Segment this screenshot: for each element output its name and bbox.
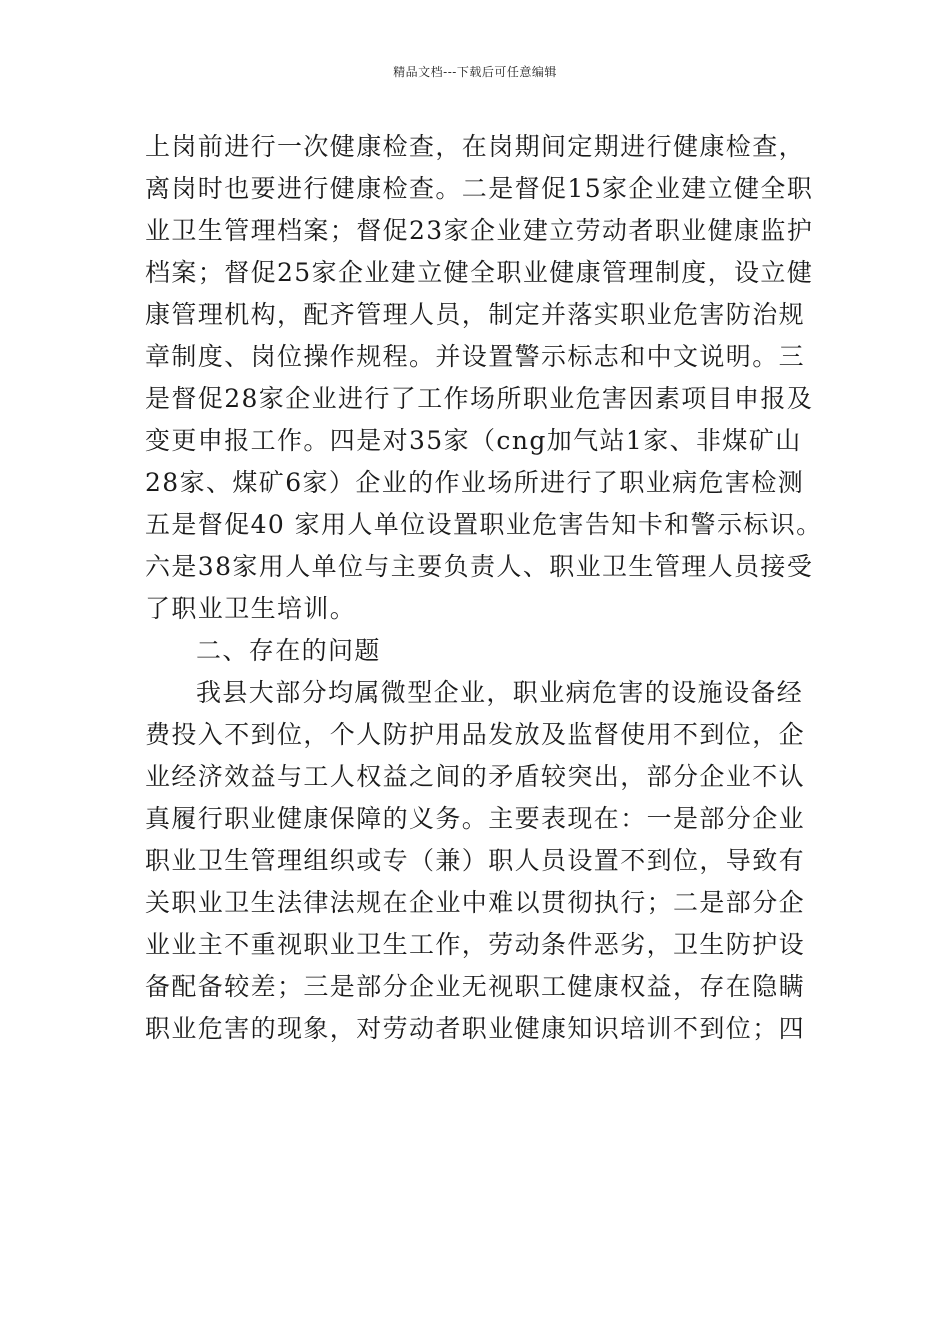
text-line: 业卫生管理档案；督促23家企业建立劳动者职业健康监护 bbox=[145, 216, 814, 245]
text-line: 业业主不重视职业卫生工作，劳动条件恶劣，卫生防护设 bbox=[145, 930, 806, 959]
text-line: 费投入不到位，个人防护用品发放及监督使用不到位，企 bbox=[145, 720, 806, 749]
text-line: 职业卫生管理组织或专（兼）职人员设置不到位，导致有 bbox=[145, 846, 806, 875]
paragraph-first-line: 我县大部分均属微型企业，职业病危害的设施设备经 bbox=[196, 678, 804, 707]
body-text bbox=[145, 126, 823, 1050]
text-line: 六是38家用人单位与主要负责人、职业卫生管理人员接受 bbox=[145, 552, 814, 581]
text-line: 了职业卫生培训。 bbox=[145, 594, 357, 623]
text-line: 真履行职业健康保障的义务。主要表现在：一是部分企业 bbox=[145, 804, 806, 833]
text-line: 康管理机构，配齐管理人员，制定并落实职业危害防治规 bbox=[145, 300, 806, 329]
text-line: 档案；督促25家企业建立健全职业健康管理制度，设立健 bbox=[145, 258, 814, 287]
section-heading: 二、存在的问题 bbox=[196, 636, 381, 665]
page-header: 精品文档---下载后可任意编辑 bbox=[393, 65, 557, 79]
text-line: 是督促28家企业进行了工作场所职业危害因素项目申报及 bbox=[145, 384, 814, 413]
text-line: 变更申报工作。四是对35家（cng加气站1家、非煤矿山 bbox=[145, 426, 802, 455]
text-line: 关职业卫生法律法规在企业中难以贯彻执行；二是部分企 bbox=[145, 888, 806, 917]
text-line: 备配备较差；三是部分企业无视职工健康权益，存在隐瞒 bbox=[145, 972, 806, 1001]
text-line: 章制度、岗位操作规程。并设置警示标志和中文说明。三 bbox=[145, 342, 806, 371]
text-line: 离岗时也要进行健康检查。二是督促15家企业建立健全职 bbox=[145, 174, 814, 203]
text-line: 上岗前进行一次健康检查，在岗期间定期进行健康检查， bbox=[145, 132, 806, 161]
text-line: 职业危害的现象，对劳动者职业健康知识培训不到位；四 bbox=[145, 1014, 806, 1043]
text-line: 五是督促40 家用人单位设置职业危害告知卡和警示标识。 bbox=[145, 510, 823, 539]
text-line: 28家、煤矿6家）企业的作业场所进行了职业病危害检测 bbox=[145, 468, 805, 497]
text-line: 业经济效益与工人权益之间的矛盾较突出，部分企业不认 bbox=[145, 762, 806, 791]
